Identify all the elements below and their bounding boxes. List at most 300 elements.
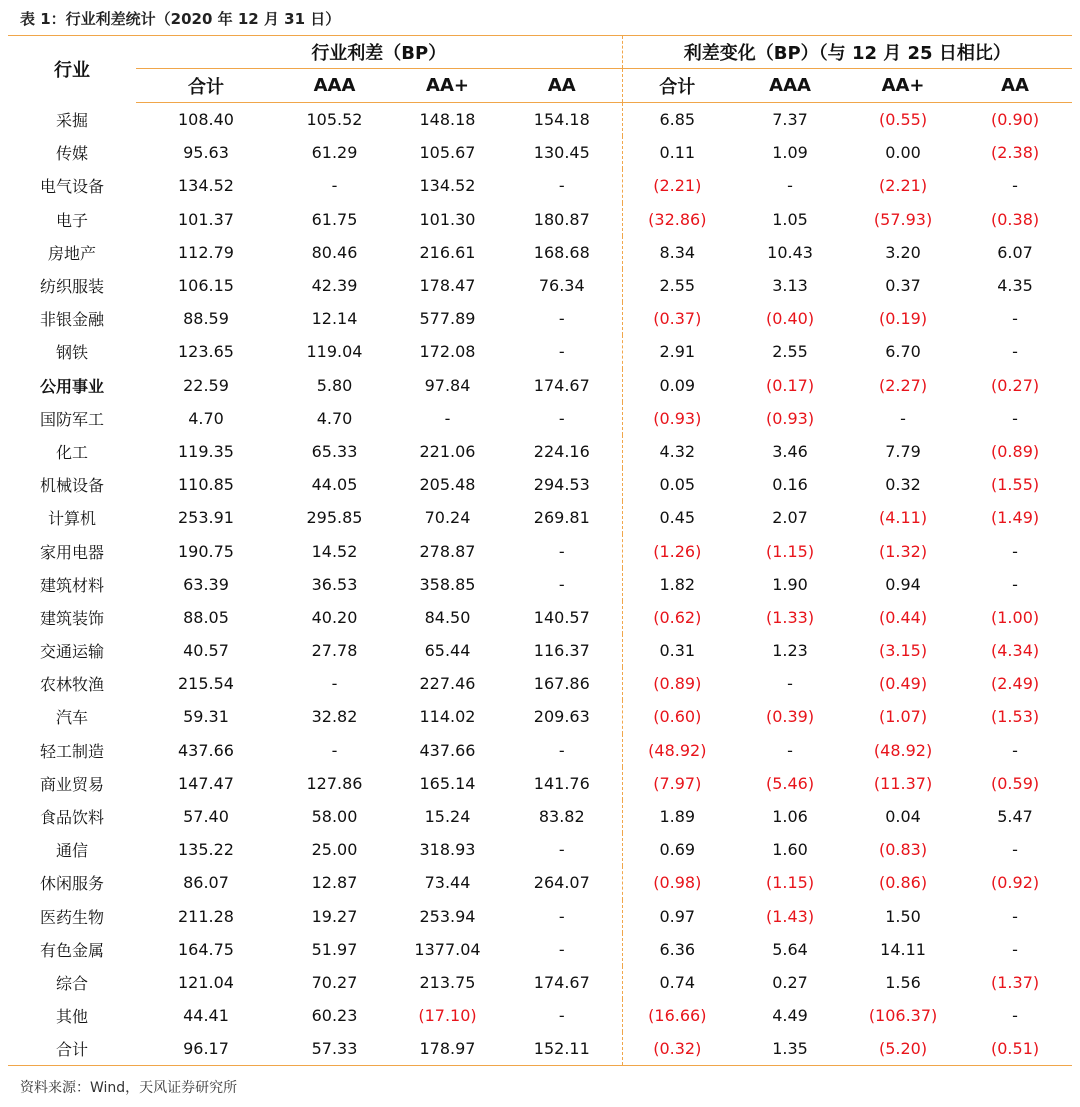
- value-cell: (106.37): [868, 1006, 938, 1026]
- header-col: AA: [502, 69, 622, 103]
- value-cell: 22.59: [183, 375, 229, 395]
- value-cell: -: [1012, 176, 1018, 196]
- value-cell: 0.16: [772, 475, 808, 495]
- industry-name: 合计: [8, 1032, 136, 1066]
- value-cell: 10.43: [767, 242, 813, 262]
- value-cell: 0.11: [659, 143, 696, 163]
- value-cell: 5.64: [772, 939, 808, 959]
- value-cell: (4.34): [991, 641, 1040, 661]
- header-group-spread: 行业利差（BP）: [136, 36, 622, 69]
- value-cell: 221.06: [419, 441, 476, 461]
- value-cell: -: [1012, 541, 1018, 561]
- value-cell: (0.86): [878, 873, 928, 893]
- value-cell: 27.78: [311, 641, 358, 661]
- value-cell: 121.04: [178, 972, 234, 992]
- value-cell: 112.79: [178, 242, 234, 262]
- value-cell: 59.31: [183, 707, 229, 727]
- value-cell: (0.92): [991, 873, 1040, 893]
- value-cell: 1.56: [885, 972, 921, 992]
- industry-name: 建筑装饰: [39, 608, 104, 628]
- value-cell: 14.52: [311, 541, 358, 561]
- table-title: 表 1：行业利差统计（2020 年 12 月 31 日）: [20, 10, 341, 28]
- value-cell: 295.85: [306, 508, 363, 528]
- value-cell: 42.39: [311, 276, 358, 296]
- industry-name: 公用事业: [39, 376, 104, 396]
- value-cell: (0.98): [653, 873, 702, 893]
- value-cell: 73.44: [424, 873, 471, 893]
- value-cell: -: [502, 933, 622, 966]
- industry-name: 机械设备: [39, 476, 104, 496]
- table-row: [8, 568, 1072, 601]
- industry-name: 传媒: [55, 144, 88, 164]
- value-cell: 0.09: [659, 375, 696, 395]
- value-cell: -: [331, 674, 338, 694]
- value-cell: 4.35: [997, 276, 1033, 296]
- value-cell: 0.94: [885, 574, 921, 594]
- value-cell: 215.54: [178, 674, 234, 694]
- table-row: [8, 302, 1072, 335]
- value-cell: 123.65: [178, 342, 234, 362]
- value-cell: 7.79: [885, 441, 921, 461]
- industry-name: 食品饮料: [39, 808, 104, 828]
- value-cell: 96.17: [136, 1032, 276, 1066]
- value-cell: 148.18: [419, 110, 476, 130]
- value-cell: 437.66: [419, 740, 476, 760]
- value-cell: 168.68: [502, 236, 622, 269]
- value-cell: 178.97: [393, 1032, 502, 1066]
- value-cell: 264.07: [502, 866, 622, 899]
- industry-name: 休闲服务: [39, 874, 104, 894]
- header-industry: 行业: [54, 60, 90, 82]
- industry-name: 交通运输: [39, 642, 104, 662]
- value-cell: -: [502, 833, 622, 866]
- value-cell: (48.92): [648, 740, 707, 760]
- value-cell: (0.32): [622, 1032, 732, 1066]
- value-cell: 60.23: [311, 1006, 358, 1026]
- value-cell: -: [502, 734, 622, 767]
- table-row: [8, 335, 1072, 368]
- value-cell: (16.66): [648, 1006, 707, 1026]
- value-cell: -: [1012, 840, 1018, 860]
- value-cell: 2.91: [659, 342, 696, 362]
- table-row: [8, 203, 1072, 236]
- value-cell: (1.26): [653, 541, 702, 561]
- value-cell: -: [1012, 342, 1018, 362]
- value-cell: 6.70: [885, 342, 921, 362]
- value-cell: 0.31: [659, 641, 696, 661]
- value-cell: (2.38): [991, 143, 1040, 163]
- value-cell: (2.21): [653, 176, 702, 196]
- industry-name: 房地产: [47, 243, 96, 263]
- value-cell: 2.55: [772, 342, 808, 362]
- value-cell: (0.27): [991, 375, 1040, 395]
- value-cell: 127.86: [306, 773, 363, 793]
- value-cell: 5.47: [997, 807, 1033, 827]
- value-cell: 1377.04: [414, 939, 481, 959]
- value-cell: (1.37): [991, 972, 1040, 992]
- value-cell: 70.24: [424, 508, 471, 528]
- value-cell: 209.63: [502, 700, 622, 733]
- value-cell: 6.07: [997, 242, 1033, 262]
- value-cell: 0.04: [885, 807, 921, 827]
- value-cell: 61.75: [311, 209, 358, 229]
- value-cell: -: [1012, 740, 1018, 760]
- value-cell: 134.52: [419, 176, 476, 196]
- table-body: [8, 103, 1072, 1066]
- spread-table: [8, 35, 1072, 1066]
- value-cell: 4.49: [772, 1006, 808, 1026]
- table-row: [8, 1032, 1072, 1066]
- header-col: 合计: [136, 69, 276, 103]
- table-row: [8, 900, 1072, 933]
- value-cell: (0.60): [653, 707, 702, 727]
- value-cell: 36.53: [311, 574, 358, 594]
- value-cell: 70.27: [311, 972, 358, 992]
- header-col: AAA: [276, 69, 393, 103]
- value-cell: 154.18: [502, 103, 622, 137]
- value-cell: 216.61: [419, 242, 476, 262]
- value-cell: 1.82: [659, 574, 696, 594]
- value-cell: 12.14: [311, 309, 358, 329]
- value-cell: 0.32: [885, 475, 921, 495]
- value-cell: 174.67: [502, 369, 622, 402]
- value-cell: 6.36: [659, 939, 696, 959]
- value-cell: 227.46: [419, 674, 476, 694]
- value-cell: -: [787, 674, 793, 694]
- value-cell: 130.45: [502, 136, 622, 169]
- industry-name: 纺织服装: [39, 277, 104, 297]
- value-cell: 80.46: [311, 242, 358, 262]
- value-cell: 108.40: [178, 110, 234, 130]
- value-cell: (1.32): [878, 541, 928, 561]
- industry-name: 非银金融: [39, 310, 104, 330]
- industry-name: 通信: [55, 841, 88, 861]
- value-cell: 1.35: [732, 1032, 848, 1066]
- value-cell: (0.59): [991, 773, 1040, 793]
- value-cell: (0.39): [765, 707, 815, 727]
- value-cell: (0.17): [765, 375, 815, 395]
- value-cell: -: [502, 999, 622, 1032]
- value-cell: 358.85: [419, 574, 476, 594]
- value-cell: 147.47: [178, 773, 234, 793]
- value-cell: 1.90: [772, 574, 808, 594]
- table-row: [8, 534, 1072, 567]
- value-cell: (3.15): [878, 641, 928, 661]
- value-cell: 269.81: [502, 501, 622, 534]
- value-cell: 51.97: [311, 939, 358, 959]
- value-cell: 0.97: [659, 906, 696, 926]
- value-cell: 88.05: [183, 607, 229, 627]
- value-cell: 294.53: [502, 468, 622, 501]
- table-row: [8, 866, 1072, 899]
- value-cell: 152.11: [502, 1032, 622, 1066]
- value-cell: (0.93): [765, 408, 815, 428]
- value-cell: (0.38): [991, 209, 1040, 229]
- value-cell: -: [502, 568, 622, 601]
- table-row: [8, 767, 1072, 800]
- value-cell: (7.97): [653, 773, 702, 793]
- industry-name: 轻工制造: [39, 741, 104, 761]
- value-cell: 3.46: [772, 441, 808, 461]
- value-cell: -: [502, 402, 622, 435]
- value-cell: -: [1012, 1006, 1018, 1026]
- value-cell: 165.14: [419, 773, 476, 793]
- value-cell: 95.63: [183, 143, 229, 163]
- value-cell: 61.29: [311, 143, 358, 163]
- value-cell: 101.37: [178, 209, 234, 229]
- value-cell: 172.08: [419, 342, 476, 362]
- value-cell: 86.07: [183, 873, 229, 893]
- value-cell: (0.89): [991, 441, 1040, 461]
- value-cell: 1.60: [772, 840, 808, 860]
- source-note: 资料来源：Wind，天风证券研究所: [20, 1080, 238, 1096]
- value-cell: (2.49): [991, 674, 1040, 694]
- value-cell: 97.84: [424, 375, 471, 395]
- value-cell: 65.44: [424, 641, 471, 661]
- table-row: [8, 966, 1072, 999]
- industry-name: 采掘: [55, 110, 88, 130]
- value-cell: 180.87: [502, 203, 622, 236]
- value-cell: 57.40: [183, 807, 229, 827]
- value-cell: (1.07): [878, 707, 928, 727]
- value-cell: 213.75: [419, 972, 476, 992]
- value-cell: 178.47: [419, 276, 476, 296]
- value-cell: 4.70: [188, 408, 224, 428]
- value-cell: 1.09: [772, 143, 808, 163]
- table-row: [8, 734, 1072, 767]
- value-cell: 1.05: [772, 209, 808, 229]
- value-cell: 44.41: [183, 1006, 229, 1026]
- value-cell: 577.89: [419, 309, 476, 329]
- value-cell: 8.34: [659, 242, 696, 262]
- value-cell: 1.23: [772, 641, 808, 661]
- value-cell: (1.15): [765, 873, 815, 893]
- value-cell: 3.20: [885, 242, 921, 262]
- industry-name: 综合: [55, 973, 88, 993]
- value-cell: (5.20): [848, 1032, 958, 1066]
- value-cell: (0.62): [653, 607, 702, 627]
- value-cell: 40.57: [183, 641, 229, 661]
- value-cell: (32.86): [648, 209, 707, 229]
- table-row: [8, 800, 1072, 833]
- value-cell: 0.74: [659, 972, 696, 992]
- value-cell: 0.69: [659, 840, 696, 860]
- table-row: [8, 933, 1072, 966]
- value-cell: 101.30: [419, 209, 476, 229]
- industry-name: 计算机: [47, 509, 96, 529]
- industry-name: 钢铁: [55, 343, 88, 363]
- value-cell: 135.22: [178, 840, 234, 860]
- value-cell: 1.89: [659, 807, 696, 827]
- value-cell: 114.02: [419, 707, 476, 727]
- value-cell: 65.33: [311, 441, 358, 461]
- value-cell: 278.87: [419, 541, 476, 561]
- table-row: [8, 501, 1072, 534]
- value-cell: (1.15): [765, 541, 815, 561]
- value-cell: -: [502, 302, 622, 335]
- value-cell: 0.05: [659, 475, 696, 495]
- value-cell: -: [1012, 906, 1018, 926]
- value-cell: 14.11: [880, 939, 926, 959]
- industry-name: 其他: [55, 1007, 88, 1027]
- value-cell: 110.85: [178, 475, 234, 495]
- value-cell: (1.00): [991, 607, 1040, 627]
- value-cell: 3.13: [772, 276, 808, 296]
- value-cell: (1.49): [991, 508, 1040, 528]
- value-cell: (0.55): [878, 110, 928, 130]
- value-cell: 25.00: [311, 840, 358, 860]
- industry-name: 农林牧渔: [39, 675, 104, 695]
- value-cell: -: [331, 176, 338, 196]
- value-cell: 437.66: [178, 740, 234, 760]
- value-cell: -: [1012, 309, 1018, 329]
- header-col: AA+: [848, 69, 958, 103]
- table-row: [8, 700, 1072, 733]
- value-cell: -: [787, 740, 793, 760]
- value-cell: (0.49): [878, 674, 928, 694]
- table-row: [8, 236, 1072, 269]
- value-cell: 57.33: [276, 1032, 393, 1066]
- value-cell: 134.52: [178, 176, 234, 196]
- value-cell: 1.06: [772, 807, 808, 827]
- value-cell: (11.37): [873, 773, 933, 793]
- value-cell: 5.80: [316, 375, 353, 395]
- value-cell: 15.24: [424, 807, 471, 827]
- value-cell: (0.37): [653, 309, 702, 329]
- header-col: AA: [958, 69, 1072, 103]
- value-cell: 1.50: [885, 906, 921, 926]
- value-cell: 44.05: [311, 475, 358, 495]
- value-cell: -: [444, 408, 451, 428]
- value-cell: 4.32: [659, 441, 696, 461]
- industry-name: 建筑材料: [39, 575, 104, 595]
- value-cell: -: [787, 176, 793, 196]
- value-cell: 4.70: [316, 408, 353, 428]
- value-cell: 174.67: [502, 966, 622, 999]
- value-cell: 105.52: [306, 110, 363, 130]
- value-cell: (57.93): [873, 209, 933, 229]
- value-cell: -: [502, 534, 622, 567]
- industry-name: 医药生物: [39, 907, 104, 927]
- header-col: AA+: [393, 69, 502, 103]
- value-cell: 58.00: [311, 807, 358, 827]
- value-cell: (1.55): [991, 475, 1040, 495]
- industry-name: 电气设备: [39, 177, 104, 197]
- value-cell: -: [502, 335, 622, 368]
- value-cell: 88.59: [183, 309, 229, 329]
- value-cell: (48.92): [873, 740, 933, 760]
- table-row: [8, 634, 1072, 667]
- industry-name: 电子: [55, 210, 88, 230]
- table-row: [8, 435, 1072, 468]
- value-cell: 76.34: [502, 269, 622, 302]
- value-cell: (0.90): [991, 110, 1040, 130]
- table-row: [8, 601, 1072, 634]
- table-row: [8, 667, 1072, 700]
- industry-name: 化工: [55, 442, 88, 462]
- value-cell: 0.00: [885, 143, 921, 163]
- value-cell: -: [1012, 939, 1018, 959]
- table-row: [8, 402, 1072, 435]
- value-cell: 32.82: [311, 707, 358, 727]
- value-cell: (0.19): [878, 309, 928, 329]
- table-row: [8, 136, 1072, 169]
- value-cell: -: [900, 408, 906, 428]
- value-cell: (0.93): [653, 408, 702, 428]
- industry-name: 家用电器: [39, 542, 104, 562]
- value-cell: 119.04: [306, 342, 363, 362]
- value-cell: 2.07: [772, 508, 808, 528]
- value-cell: 6.85: [659, 110, 696, 130]
- header-col: AAA: [732, 69, 848, 103]
- table-row: [8, 169, 1072, 202]
- value-cell: 0.45: [659, 508, 696, 528]
- value-cell: -: [502, 900, 622, 933]
- header-col: 合计: [622, 69, 732, 103]
- value-cell: 211.28: [178, 906, 234, 926]
- value-cell: 116.37: [502, 634, 622, 667]
- value-cell: (1.53): [991, 707, 1040, 727]
- value-cell: 253.91: [178, 508, 234, 528]
- value-cell: -: [331, 740, 338, 760]
- table-row: [8, 269, 1072, 302]
- table-row: [8, 468, 1072, 501]
- table-row: [8, 103, 1072, 137]
- value-cell: 0.37: [885, 276, 921, 296]
- value-cell: 63.39: [183, 574, 229, 594]
- value-cell: 141.76: [502, 767, 622, 800]
- value-cell: 2.55: [659, 276, 696, 296]
- value-cell: 318.93: [419, 840, 476, 860]
- value-cell: 190.75: [178, 541, 234, 561]
- value-cell: (1.33): [765, 607, 815, 627]
- value-cell: (0.89): [653, 674, 702, 694]
- value-cell: -: [1012, 408, 1018, 428]
- value-cell: 140.57: [502, 601, 622, 634]
- value-cell: 205.48: [419, 475, 476, 495]
- value-cell: 40.20: [311, 607, 358, 627]
- value-cell: -: [502, 169, 622, 202]
- value-cell: 106.15: [178, 276, 234, 296]
- table-row: [8, 999, 1072, 1032]
- industry-name: 商业贸易: [39, 774, 104, 794]
- value-cell: 224.16: [502, 435, 622, 468]
- value-cell: 167.86: [502, 667, 622, 700]
- value-cell: 84.50: [424, 607, 471, 627]
- value-cell: 7.37: [772, 110, 808, 130]
- value-cell: 253.94: [419, 906, 476, 926]
- industry-name: 有色金属: [39, 940, 104, 960]
- value-cell: (4.11): [878, 508, 928, 528]
- value-cell: (2.27): [878, 375, 928, 395]
- value-cell: 0.27: [772, 972, 808, 992]
- value-cell: 119.35: [178, 441, 234, 461]
- industry-name: 汽车: [55, 708, 88, 728]
- value-cell: 19.27: [311, 906, 358, 926]
- value-cell: (17.10): [418, 1006, 477, 1026]
- value-cell: (0.44): [878, 607, 928, 627]
- value-cell: 12.87: [311, 873, 358, 893]
- value-cell: 105.67: [419, 143, 476, 163]
- value-cell: (0.40): [765, 309, 815, 329]
- header-group-change: 利差变化（BP）（与 12 月 25 日相比）: [622, 36, 1072, 69]
- value-cell: (0.83): [878, 840, 928, 860]
- industry-name: 国防军工: [39, 409, 104, 429]
- table-row: [8, 369, 1072, 402]
- value-cell: -: [1012, 574, 1018, 594]
- value-cell: 83.82: [502, 800, 622, 833]
- value-cell: 164.75: [178, 939, 234, 959]
